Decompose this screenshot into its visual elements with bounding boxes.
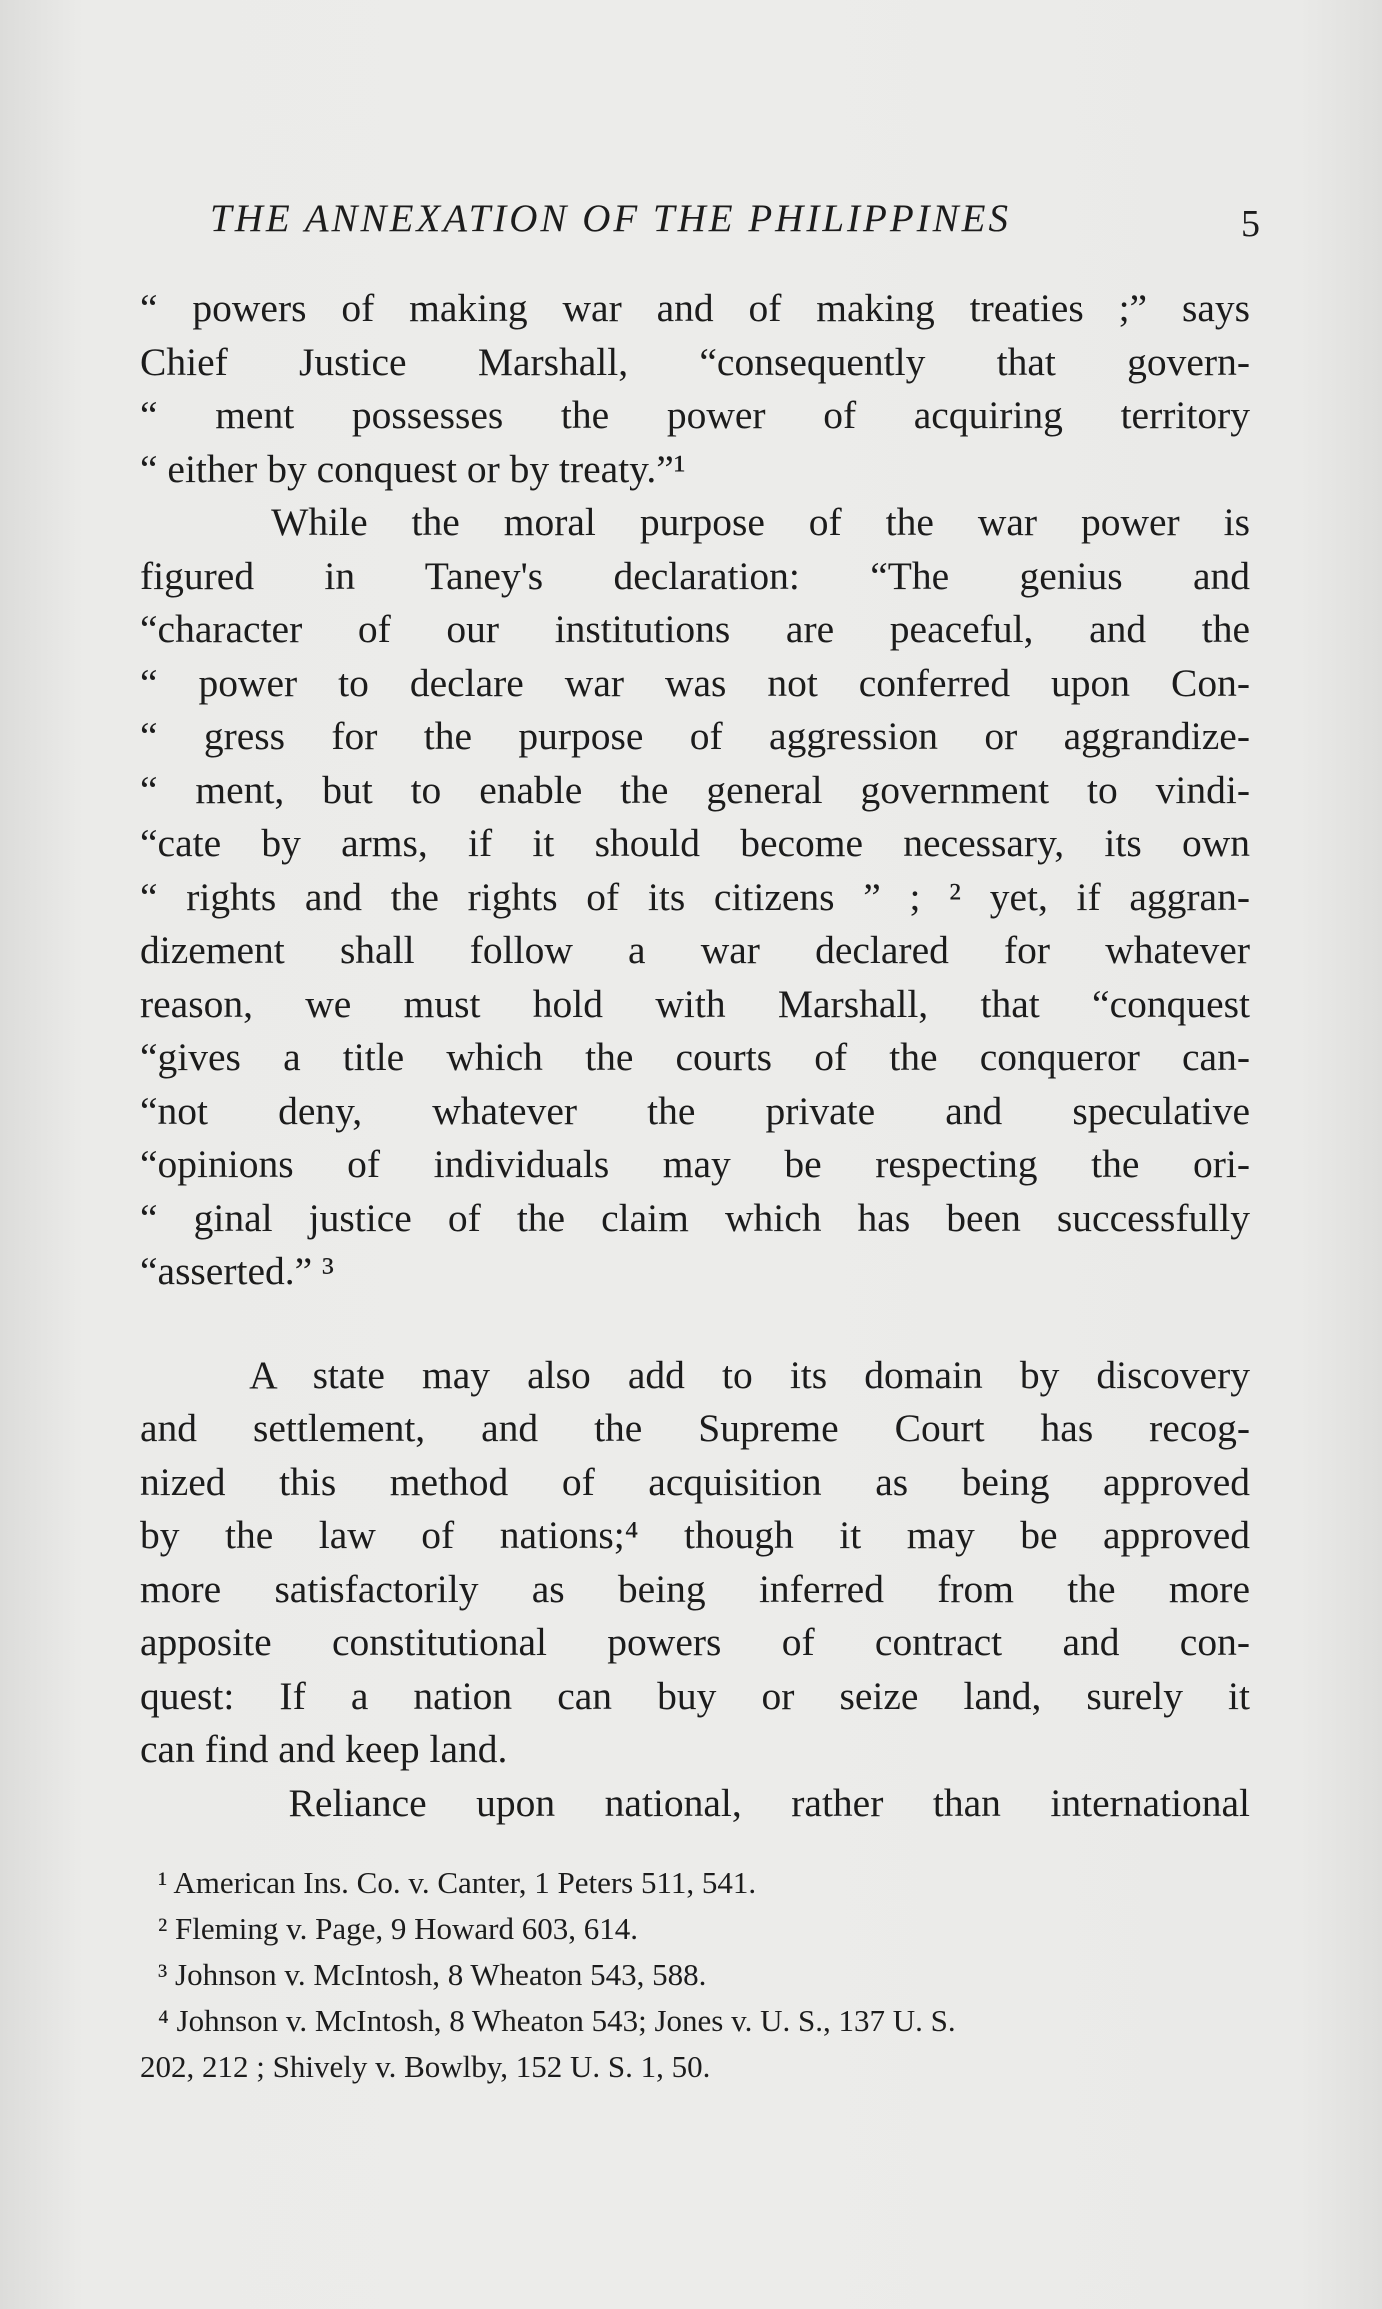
footnote-continuation: 202, 212 ; Shively v. Bowlby, 152 U. S. 1, 50. [140,2049,711,2084]
text-line: nized this method of acquisition as being approved [140,1459,1250,1504]
text-line: “ power to declare war was not conferred upon Con- [140,660,1250,705]
footnote: ¹ American Ins. Co. v. Canter, 1 Peters 511, 541. [158,1865,757,1900]
page-number: 5 [1241,203,1260,245]
text-line: “ ment possesses the power of acquiring territory [140,393,1250,437]
text-line: figured in Taney's declaration: “The genius and [140,553,1250,598]
text-line: “ ginal justice of the claim which has been successfully [140,1195,1250,1240]
page-header [210,196,1260,256]
text-line: “opinions of individuals may be respecting the ori- [140,1142,1250,1186]
text-line: Reliance upon national, rather than international [140,1780,1250,1825]
text-line: “ gress for the purpose of aggression or aggrandize- [140,714,1250,758]
text-line: “ powers of making war and of making treaties ;” says [140,286,1250,330]
text-line: “asserted.” ³ [140,1249,334,1293]
text-line: “ either by conquest or by treaty.”¹ [140,446,686,491]
text-line: “gives a title which the courts of the conqueror can- [140,1035,1250,1079]
text-line: “cate by arms, if it should become necessary, its own [140,821,1250,865]
text-line: quest: If a nation can buy or seize land, surely it [140,1673,1250,1718]
running-title: THE ANNEXATION OF THE PHILIPPINES [210,197,1011,240]
text-line: dizement shall follow a war declared for whatever [140,928,1250,972]
text-line: more satisfactorily as being inferred from the more [140,1566,1250,1611]
text-line: apposite constitutional powers of contract and con- [140,1620,1250,1664]
footnote: ³ Johnson v. McIntosh, 8 Wheaton 543, 588. [158,1957,707,1992]
text-line: “not deny, whatever the private and speculative [140,1088,1250,1133]
text-line: Chief Justice Marshall, “consequently that govern- [140,339,1250,384]
text-line: reason, we must hold with Marshall, that “conquest [140,981,1250,1026]
body-text [140,282,1250,1830]
text-line: While the moral purpose of the war power is [140,500,1250,544]
text-line: can find and keep land. [140,1727,508,1771]
text-line: by the law of nations;⁴ though it may be approved [140,1513,1250,1557]
footnote: ² Fleming v. Page, 9 Howard 603, 614. [158,1911,638,1946]
footnote: ⁴ Johnson v. McIntosh, 8 Wheaton 543; Jones v. U. S., 137 U. S. [158,2003,956,2038]
text-line: and settlement, and the Supreme Court has recog- [140,1406,1250,1450]
text-line: A state may also add to its domain by discovery [140,1352,1250,1397]
text-line: “character of our institutions are peaceful, and the [140,607,1250,651]
footnotes [140,1860,1250,2090]
text-line: “ rights and the rights of its citizens ” ; ² yet, if aggran- [140,874,1250,919]
text-line: “ ment, but to enable the general government to vindi- [140,767,1250,812]
